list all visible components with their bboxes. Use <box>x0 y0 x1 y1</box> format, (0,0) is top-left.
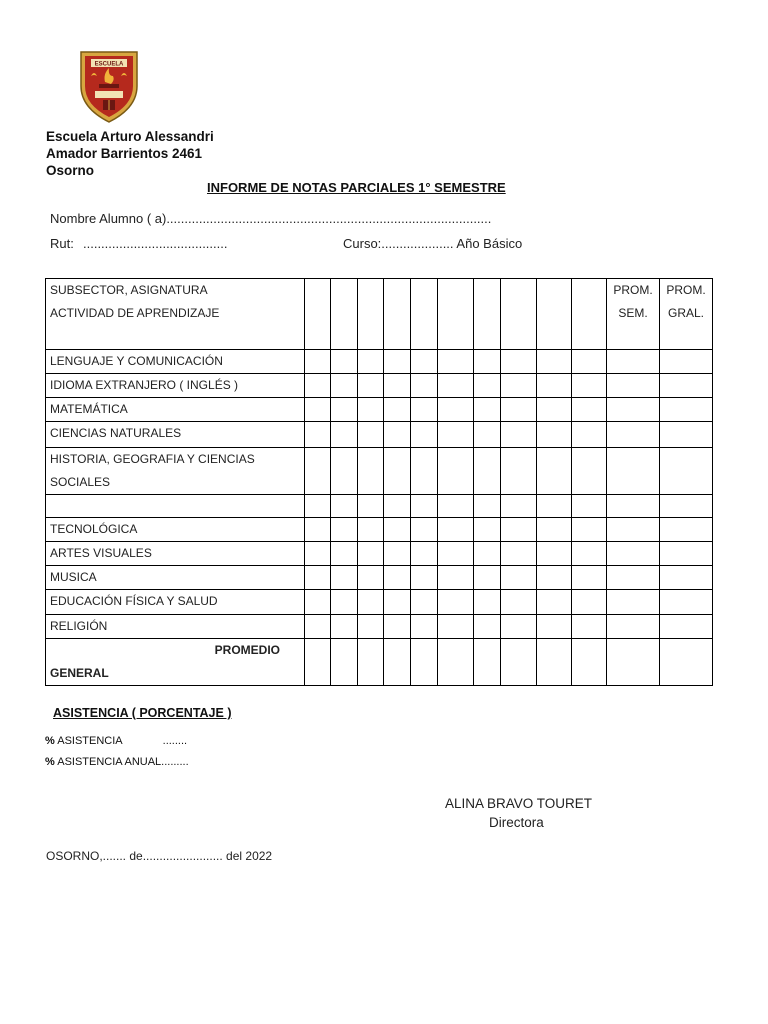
subject-line: HISTORIA, GEOGRAFIA Y CIENCIAS <box>50 452 255 466</box>
grades-table <box>45 278 713 686</box>
table-row <box>46 398 713 422</box>
percent-symbol: % <box>45 756 55 768</box>
subject-cell: MATEMÁTICA <box>46 398 305 422</box>
school-logo <box>61 46 157 126</box>
table-row <box>46 495 713 518</box>
school-address: Amador Barrientos 2461 <box>46 146 203 161</box>
activity-header: ACTIVIDAD DE APRENDIZAJE <box>50 306 220 320</box>
subject-cell: ARTES VISUALES <box>46 542 305 566</box>
table-row <box>46 518 713 542</box>
prom-sem-line2: SEM. <box>618 306 648 320</box>
student-name-field: Nombre Alumno ( a).......................................................................................... <box>50 211 492 226</box>
prom-sem-header <box>607 279 660 350</box>
table-row <box>46 542 713 566</box>
table-header-row <box>46 279 713 350</box>
subject-header-cell <box>46 279 305 350</box>
prom-sem-line1: PROM. <box>613 283 653 297</box>
prom-gral-header <box>660 279 713 350</box>
attendance-line <box>45 735 187 747</box>
table-row <box>46 422 713 448</box>
percent-symbol: % <box>45 735 55 747</box>
subject-cell: IDIOMA EXTRANJERO ( INGLÉS ) <box>46 374 305 398</box>
director-name: ALINA BRAVO TOURET <box>445 796 593 811</box>
table-row <box>46 350 713 374</box>
subject-line: SOCIALES <box>50 475 111 489</box>
table-row <box>46 590 713 615</box>
school-crest-icon <box>61 46 157 126</box>
prom-gral-line1: PROM. <box>666 283 706 297</box>
general-label: GENERAL <box>50 666 109 680</box>
promedio-general-cell <box>46 639 305 686</box>
rut-field: ........................................ <box>83 236 228 251</box>
subject-cell: TECNOLÓGICA <box>46 518 305 542</box>
prom-gral-line2: GRAL. <box>667 306 704 320</box>
promedio-general-row <box>46 639 713 686</box>
subject-cell: CIENCIAS NATURALES <box>46 422 305 448</box>
attendance-dots: ........ <box>162 735 188 747</box>
course-field: Curso:.................... Año Básico <box>343 236 523 251</box>
crest-label: ESCUELA <box>94 61 124 68</box>
school-city: Osorno <box>46 163 95 178</box>
rut-label: Rut: <box>50 236 74 251</box>
subject-cell: LENGUAJE Y COMUNICACIÓN <box>46 350 305 374</box>
table-row <box>46 566 713 590</box>
annual-attendance-line <box>45 756 189 768</box>
school-name: Escuela Arturo Alessandri <box>46 129 214 144</box>
subject-cell <box>46 495 305 518</box>
promedio-label: PROMEDIO <box>214 643 280 657</box>
director-role: Directora <box>489 815 544 830</box>
subject-cell-multiline <box>46 448 305 495</box>
annual-attendance-label: ASISTENCIA ANUAL......... <box>54 756 189 768</box>
table-row <box>46 448 713 495</box>
attendance-title: ASISTENCIA ( PORCENTAJE ) <box>53 706 232 720</box>
subject-header: SUBSECTOR, ASIGNATURA <box>50 283 208 297</box>
table-row <box>46 374 713 398</box>
attendance-label: ASISTENCIA <box>54 735 123 747</box>
subject-cell: EDUCACIÓN FÍSICA Y SALUD <box>46 590 305 615</box>
subject-cell: MUSICA <box>46 566 305 590</box>
place-date: OSORNO,....... de........................ del 2022 <box>46 849 273 863</box>
table-row <box>46 615 713 639</box>
subject-cell: RELIGIÓN <box>46 615 305 639</box>
report-title: INFORME DE NOTAS PARCIALES 1° SEMESTRE <box>207 180 506 195</box>
